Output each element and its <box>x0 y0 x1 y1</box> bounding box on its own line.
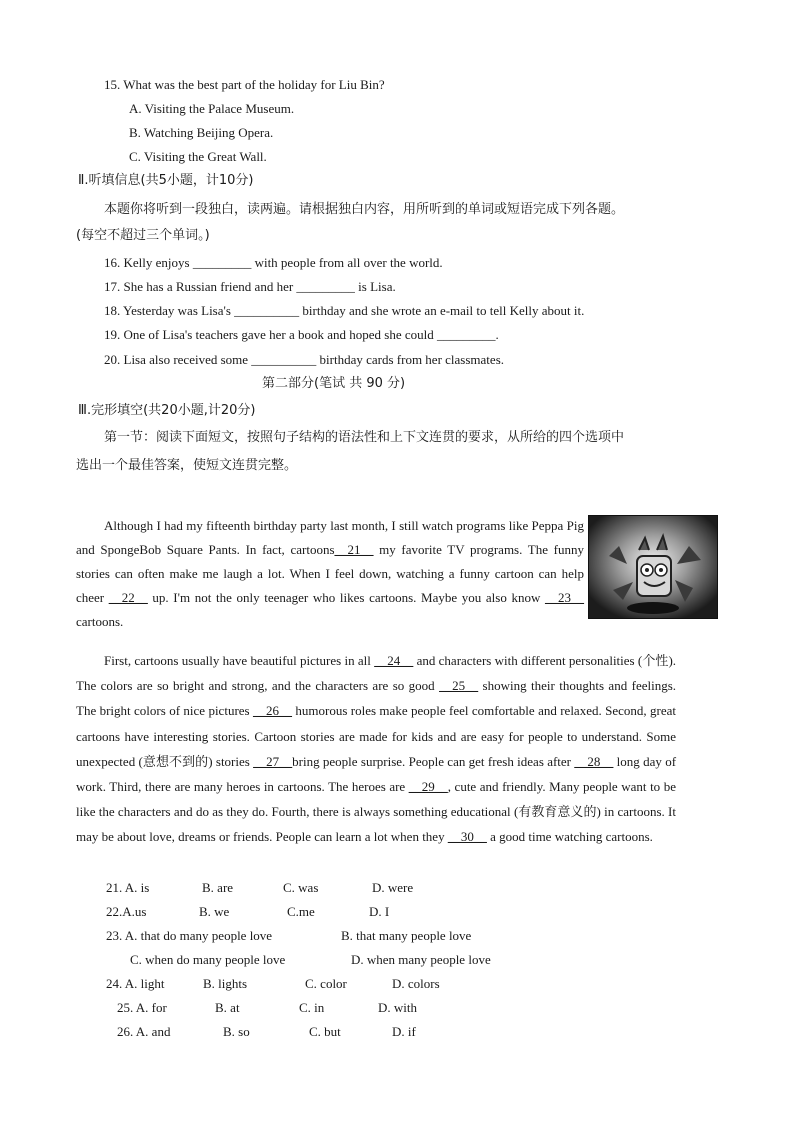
section3-heading: Ⅲ.完形填空(共20小题,计20分) <box>78 403 256 418</box>
blank-26: __26__ <box>253 703 292 719</box>
choice-21-b: B. are <box>202 880 234 895</box>
blank-24: __24__ <box>374 653 414 668</box>
choice-23-a: 23. A. that do many people love <box>106 928 273 943</box>
choice-23-d: D. when many people love <box>351 952 491 967</box>
blank-23: __23__ <box>545 590 585 605</box>
blank-27: __27__ <box>253 753 293 769</box>
item-20: 20. Lisa also received some __________ birthday cards from her classmates. <box>104 352 504 367</box>
choice-22-a: 22.A.us <box>106 904 147 919</box>
choice-21-d: D. were <box>372 880 414 895</box>
p2-text-8: a good time watching cartoons. <box>490 829 653 845</box>
cartoon-illustration <box>588 515 718 619</box>
item-16: 16. Kelly enjoys _________ with people from all over the world. <box>104 255 443 270</box>
blank-30: __30__ <box>447 829 487 845</box>
q15-option-a: A. Visiting the Palace Museum. <box>129 101 295 116</box>
choice-23-b: B. that many people love <box>341 928 472 943</box>
p2-text-6: long day of work. Third, there are many heroes in cartoons. The heroes are <box>76 753 677 795</box>
choice-26-a: 26. A. and <box>117 1024 171 1039</box>
choice-21-c: C. was <box>283 880 319 895</box>
section2-instructions-line2: (每空不超过三个单词。) <box>76 228 210 243</box>
choices-21 <box>106 880 413 896</box>
choice-24-a: 24. A. light <box>106 976 165 991</box>
choice-25-a: 25. A. for <box>117 1000 167 1015</box>
choice-21-a: 21. A. is <box>106 880 150 895</box>
choice-25-b: B. at <box>215 1000 240 1015</box>
p2-text-3: showing their thoughts and feelings. The bright colors of nice pictures <box>76 678 677 719</box>
choice-24-d: D. colors <box>392 976 440 991</box>
item-17: 17. She has a Russian friend and her _________ is Lisa. <box>104 279 396 294</box>
choices-26 <box>117 1024 416 1040</box>
choice-26-b: B. so <box>223 1024 250 1039</box>
q15-option-b: B. Watching Beijing Opera. <box>129 125 274 140</box>
passage-paragraph-2 <box>76 648 676 850</box>
choice-22-c: C.me <box>287 904 315 919</box>
blank-22: __22__ <box>108 590 148 605</box>
p1-text-2: my favorite TV programs. The funny stories can often make me laugh a lot. When I feel down, watching a funny cartoon can help cheer <box>76 542 584 605</box>
p2-text-2: and characters with different personalities (个性). The colors are so bright and strong, and the characters are so good <box>76 653 677 694</box>
item-19: 19. One of Lisa's teachers gave her a book and hoped she could _________. <box>104 327 499 342</box>
q15-option-c: C. Visiting the Great Wall. <box>129 149 267 164</box>
choices-23-row2 <box>130 952 491 968</box>
p1-text-4: cartoons. <box>76 614 124 629</box>
p2-text-4: humorous roles make people feel comfortable and relaxed. Second, great cartoons have interesting stories. Cartoon stories are made for kids and are easy for people to understand. Some unexpected (意想不到的) stories <box>76 703 677 769</box>
item-18: 18. Yesterday was Lisa's __________ birthday and she wrote an e-mail to tell Kelly about it. <box>104 303 585 318</box>
part2-title: 第二部分(笔试 共 90 分) <box>262 376 406 391</box>
choice-25-c: C. in <box>299 1000 325 1015</box>
p2-text-1: First, cartoons usually have beautiful pictures in all <box>104 653 371 668</box>
p1-text-3: up. I'm not the only teenager who likes cartoons. Maybe you also know <box>152 590 541 605</box>
blank-29: __29__ <box>408 779 448 795</box>
blank-21: __21__ <box>334 542 374 557</box>
blank-28: __28__ <box>574 753 614 769</box>
choice-23-c: C. when do many people love <box>130 952 286 967</box>
section3-instructions-line1: 第一节：阅读下面短文，按照句子结构的语法性和上下文连贯的要求，从所给的四个选项中 <box>104 430 625 445</box>
choice-26-c: C. but <box>309 1024 341 1039</box>
section2-instructions-line1: 本题你将听到一段独白，读两遍。请根据独白内容，用所听到的单词或短语完成下列各题。 <box>104 202 625 217</box>
choices-22 <box>106 904 389 920</box>
section3-instructions-line2: 选出一个最佳答案，使短文连贯完整。 <box>76 458 298 473</box>
choice-26-d: D. if <box>392 1024 416 1039</box>
q15-stem: 15. What was the best part of the holiday for Liu Bin? <box>104 77 385 92</box>
choice-24-b: B. lights <box>203 976 248 991</box>
choice-22-b: B. we <box>199 904 230 919</box>
passage-paragraph-1 <box>76 514 584 634</box>
p1-text-1: Although I had my fifteenth birthday party last month, I still watch programs like Peppa Pig and SpongeBob Square Pants. In fact, cartoons <box>76 518 584 557</box>
choice-24-c: C. color <box>305 976 347 991</box>
choices-25 <box>117 1000 417 1016</box>
p2-text-7: , cute and friendly. Many people want to be like the characters and do as they do. Fourth, there is always something educational (有教育意义的) in cartoons. It may be about love, dreams or friends. People can learn a lot when they <box>76 779 677 845</box>
section2-heading: Ⅱ.听填信息(共5小题，计10分) <box>78 173 254 188</box>
choice-25-d: D. with <box>378 1000 417 1015</box>
blank-25: __25__ <box>439 678 479 694</box>
p2-text-5: bring people surprise. People can get fresh ideas after <box>292 753 572 769</box>
choice-22-d: D. I <box>369 904 390 919</box>
choices-24 <box>106 976 440 992</box>
choices-23-row1 <box>106 928 471 944</box>
